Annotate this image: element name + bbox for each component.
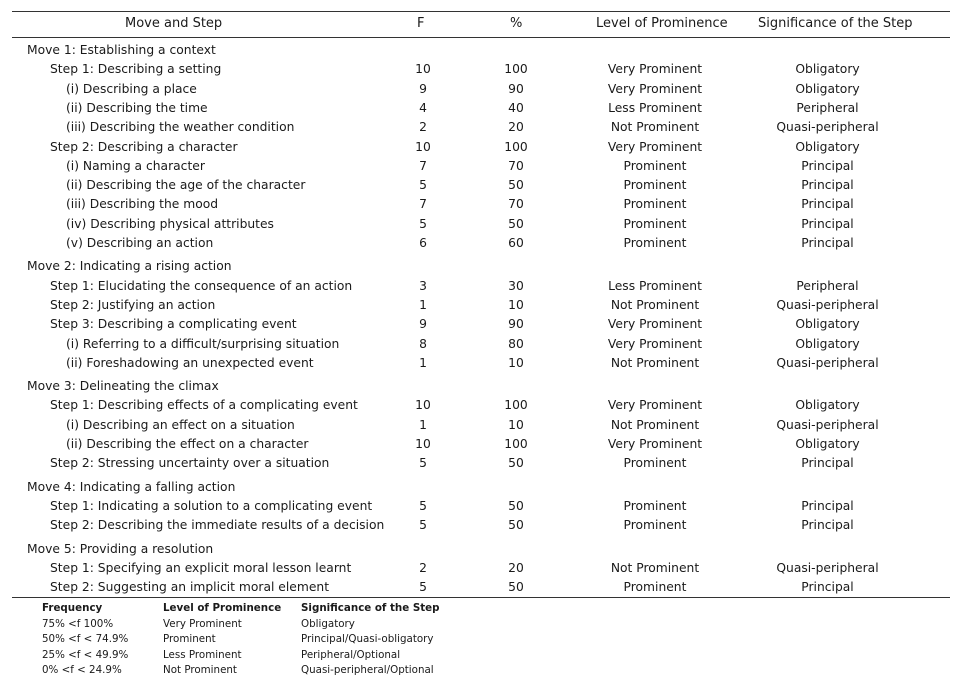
row-percent: 70: [508, 197, 524, 212]
row-percent: 100: [504, 139, 528, 154]
row-label: Step 2: Describing a character: [50, 139, 238, 154]
row-label: Step 1: Indicating a solution to a complicating event: [50, 498, 373, 513]
row-f: 1: [419, 297, 427, 312]
step-row: [0, 398, 959, 416]
row-prominence: Prominent: [623, 216, 687, 231]
legend-prominence-title: Level of Prominence: [163, 602, 282, 614]
step-row: [0, 561, 959, 579]
row-label: (i) Describing a place: [66, 81, 197, 96]
row-label: (ii) Describing the age of the character: [66, 178, 306, 193]
table-bottom-rule: [12, 597, 950, 598]
row-f: 6: [419, 236, 427, 250]
row-label: Step 2: Describing the immediate results of a decision: [50, 518, 385, 533]
row-label: (ii) Describing the time: [66, 100, 208, 115]
row-label: Step 1: Elucidating the consequence of an action: [50, 278, 353, 293]
step-row: [0, 499, 959, 517]
row-prominence: Very Prominent: [607, 336, 703, 351]
row-significance: Principal: [801, 158, 854, 173]
row-prominence: Prominent: [623, 197, 687, 212]
row-label: (i) Naming a character: [66, 158, 205, 173]
row-label: Step 3: Describing a complicating event: [50, 317, 297, 332]
substep-row: [0, 337, 959, 355]
row-prominence: Prominent: [623, 456, 687, 471]
step-row: [0, 518, 959, 536]
header-rule: [12, 37, 950, 38]
row-significance: Obligatory: [795, 317, 860, 332]
row-significance: Obligatory: [795, 139, 860, 154]
row-label: Step 2: Justifying an action: [50, 297, 216, 312]
row-label: Step 2: Suggesting an implicit moral element: [50, 580, 330, 595]
row-f: 7: [419, 197, 427, 212]
row-significance: Obligatory: [795, 437, 860, 451]
legend-item: 25% <f < 49.9%: [42, 648, 129, 661]
row-label: Move 3: Delineating the climax: [27, 379, 219, 394]
move-row: [0, 542, 959, 560]
row-percent: 90: [508, 317, 524, 332]
row-percent: 50: [508, 498, 524, 513]
substep-row: [0, 101, 959, 119]
row-f: 2: [419, 120, 427, 135]
substep-row: [0, 418, 959, 436]
legend-item: 75% <f 100%: [42, 617, 114, 630]
step-row: [0, 456, 959, 474]
row-f: 5: [419, 518, 427, 533]
table-top-rule: [12, 11, 950, 12]
row-prominence: Very Prominent: [607, 317, 703, 332]
row-f: 10: [415, 437, 431, 451]
row-significance: Principal: [801, 178, 854, 193]
row-prominence: Not Prominent: [610, 355, 700, 370]
substep-row: [0, 82, 959, 100]
substep-row: [0, 356, 959, 374]
row-label: (v) Describing an action: [66, 236, 214, 250]
row-significance: Principal: [801, 580, 854, 595]
row-significance: Peripheral: [796, 100, 859, 115]
substep-row: [0, 437, 959, 455]
row-f: 9: [419, 81, 427, 96]
legend-item: Quasi-peripheral/Optional: [301, 664, 434, 676]
row-label: (i) Describing an effect on a situation: [66, 417, 295, 432]
row-significance: Principal: [801, 456, 854, 471]
row-f: 5: [419, 580, 427, 595]
row-label: Move 4: Indicating a falling action: [27, 479, 236, 494]
row-label: (ii) Foreshadowing an unexpected event: [66, 355, 314, 370]
substep-row: [0, 178, 959, 196]
row-prominence: Prominent: [623, 518, 687, 533]
row-significance: Quasi-peripheral: [776, 417, 879, 432]
substep-row: [0, 236, 959, 254]
row-label: (iii) Describing the mood: [66, 197, 219, 212]
row-prominence: Not Prominent: [610, 417, 700, 432]
row-significance: Principal: [801, 216, 854, 231]
row-f: 5: [419, 498, 427, 513]
move-row: [0, 43, 959, 61]
row-significance: Obligatory: [795, 81, 860, 96]
row-f: 7: [419, 158, 427, 173]
row-label: Step 1: Describing a setting: [50, 62, 222, 77]
legend-item: 50% <f < 74.9%: [42, 633, 129, 645]
row-prominence: Very Prominent: [607, 398, 703, 413]
row-prominence: Very Prominent: [607, 437, 703, 451]
legend-item: Not Prominent: [163, 664, 237, 676]
row-prominence: Prominent: [623, 158, 687, 173]
row-f: 3: [419, 278, 427, 293]
legend-frequency-title: Frequency: [42, 602, 103, 614]
legend-item: Peripheral/Optional: [301, 648, 401, 661]
row-prominence: Very Prominent: [607, 81, 703, 96]
legend-item: Prominent: [163, 633, 216, 645]
header-level: Level of Prominence: [596, 16, 728, 31]
row-f: 5: [419, 456, 427, 471]
row-significance: Quasi-peripheral: [776, 355, 879, 370]
row-prominence: Not Prominent: [610, 297, 700, 312]
row-f: 10: [415, 139, 431, 154]
row-percent: 10: [508, 297, 524, 312]
row-label: (iii) Describing the weather condition: [66, 120, 295, 135]
row-f: 5: [419, 216, 427, 231]
row-percent: 100: [504, 437, 528, 451]
row-percent: 100: [504, 62, 528, 77]
row-label: (iv) Describing physical attributes: [66, 216, 274, 231]
row-prominence: Prominent: [623, 178, 687, 193]
legend-prominence: [163, 601, 281, 679]
row-percent: 50: [508, 216, 524, 231]
row-significance: Quasi-peripheral: [776, 120, 879, 135]
row-f: 10: [415, 398, 431, 413]
row-f: 2: [419, 560, 427, 575]
row-prominence: Very Prominent: [607, 62, 703, 77]
move-row: [0, 379, 959, 397]
substep-row: [0, 197, 959, 215]
header-f: F: [417, 16, 425, 31]
row-label: Move 1: Establishing a context: [27, 43, 216, 57]
substep-row: [0, 159, 959, 177]
row-significance: Quasi-peripheral: [776, 297, 879, 312]
row-f: 10: [415, 62, 431, 77]
row-label: (ii) Describing the effect on a character: [66, 437, 309, 451]
row-f: 4: [419, 100, 427, 115]
legend-significance-title: Significance of the Step: [301, 602, 440, 614]
row-label: Move 2: Indicating a rising action: [27, 259, 232, 274]
row-significance: Peripheral: [796, 278, 859, 293]
row-percent: 40: [508, 100, 524, 115]
legend-frequency: [42, 601, 128, 679]
step-row: [0, 62, 959, 80]
row-percent: 50: [508, 178, 524, 193]
row-label: (i) Referring to a difficult/surprising situation: [66, 336, 340, 351]
legend-significance: [301, 601, 440, 679]
row-significance: Obligatory: [795, 336, 860, 351]
row-prominence: Prominent: [623, 236, 687, 250]
row-significance: Principal: [801, 236, 854, 250]
row-f: 9: [419, 317, 427, 332]
row-prominence: Not Prominent: [610, 560, 700, 575]
row-percent: 20: [508, 560, 524, 575]
row-label: Step 1: Specifying an explicit moral lesson learnt: [50, 560, 352, 575]
row-percent: 10: [508, 355, 524, 370]
step-row: [0, 279, 959, 297]
row-significance: Principal: [801, 518, 854, 533]
row-percent: 80: [508, 336, 524, 351]
row-percent: 100: [504, 398, 528, 413]
row-f: 8: [419, 336, 427, 351]
header-move-step: Move and Step: [125, 16, 223, 31]
row-percent: 10: [508, 417, 524, 432]
row-significance: Principal: [801, 197, 854, 212]
row-percent: 50: [508, 580, 524, 595]
row-prominence: Less Prominent: [608, 278, 702, 293]
row-significance: Obligatory: [795, 62, 860, 77]
legend-item: Less Prominent: [163, 648, 242, 661]
step-row: [0, 317, 959, 335]
row-prominence: Prominent: [623, 498, 687, 513]
substep-row: [0, 217, 959, 235]
row-percent: 60: [508, 236, 524, 250]
row-prominence: Prominent: [623, 580, 687, 595]
row-f: 1: [419, 355, 427, 370]
move-row: [0, 480, 959, 498]
row-percent: 50: [508, 456, 524, 471]
row-prominence: Not Prominent: [610, 120, 700, 135]
step-row: [0, 580, 959, 598]
row-label: Step 2: Stressing uncertainty over a situation: [50, 456, 330, 471]
row-percent: 90: [508, 81, 524, 96]
legend-item: Principal/Quasi-obligatory: [301, 633, 434, 645]
step-row: [0, 140, 959, 158]
row-f: 5: [419, 178, 427, 193]
row-label: Step 1: Describing effects of a complicating event: [50, 398, 358, 413]
substep-row: [0, 120, 959, 138]
row-prominence: Very Prominent: [607, 139, 703, 154]
step-row: [0, 298, 959, 316]
row-significance: Obligatory: [795, 398, 860, 413]
legend-item: 0% <f < 24.9%: [42, 664, 122, 676]
header-significance: Significance of the Step: [758, 16, 913, 31]
row-percent: 20: [508, 120, 524, 135]
header-percent: %: [510, 16, 523, 31]
row-percent: 70: [508, 158, 524, 173]
row-significance: Principal: [801, 498, 854, 513]
row-percent: 30: [508, 278, 524, 293]
move-row: [0, 259, 959, 277]
row-significance: Quasi-peripheral: [776, 560, 879, 575]
row-prominence: Less Prominent: [608, 100, 702, 115]
row-f: 1: [419, 417, 427, 432]
legend-item: Obligatory: [301, 617, 355, 630]
row-percent: 50: [508, 518, 524, 533]
row-label: Move 5: Providing a resolution: [27, 541, 214, 556]
legend-item: Very Prominent: [163, 617, 242, 630]
